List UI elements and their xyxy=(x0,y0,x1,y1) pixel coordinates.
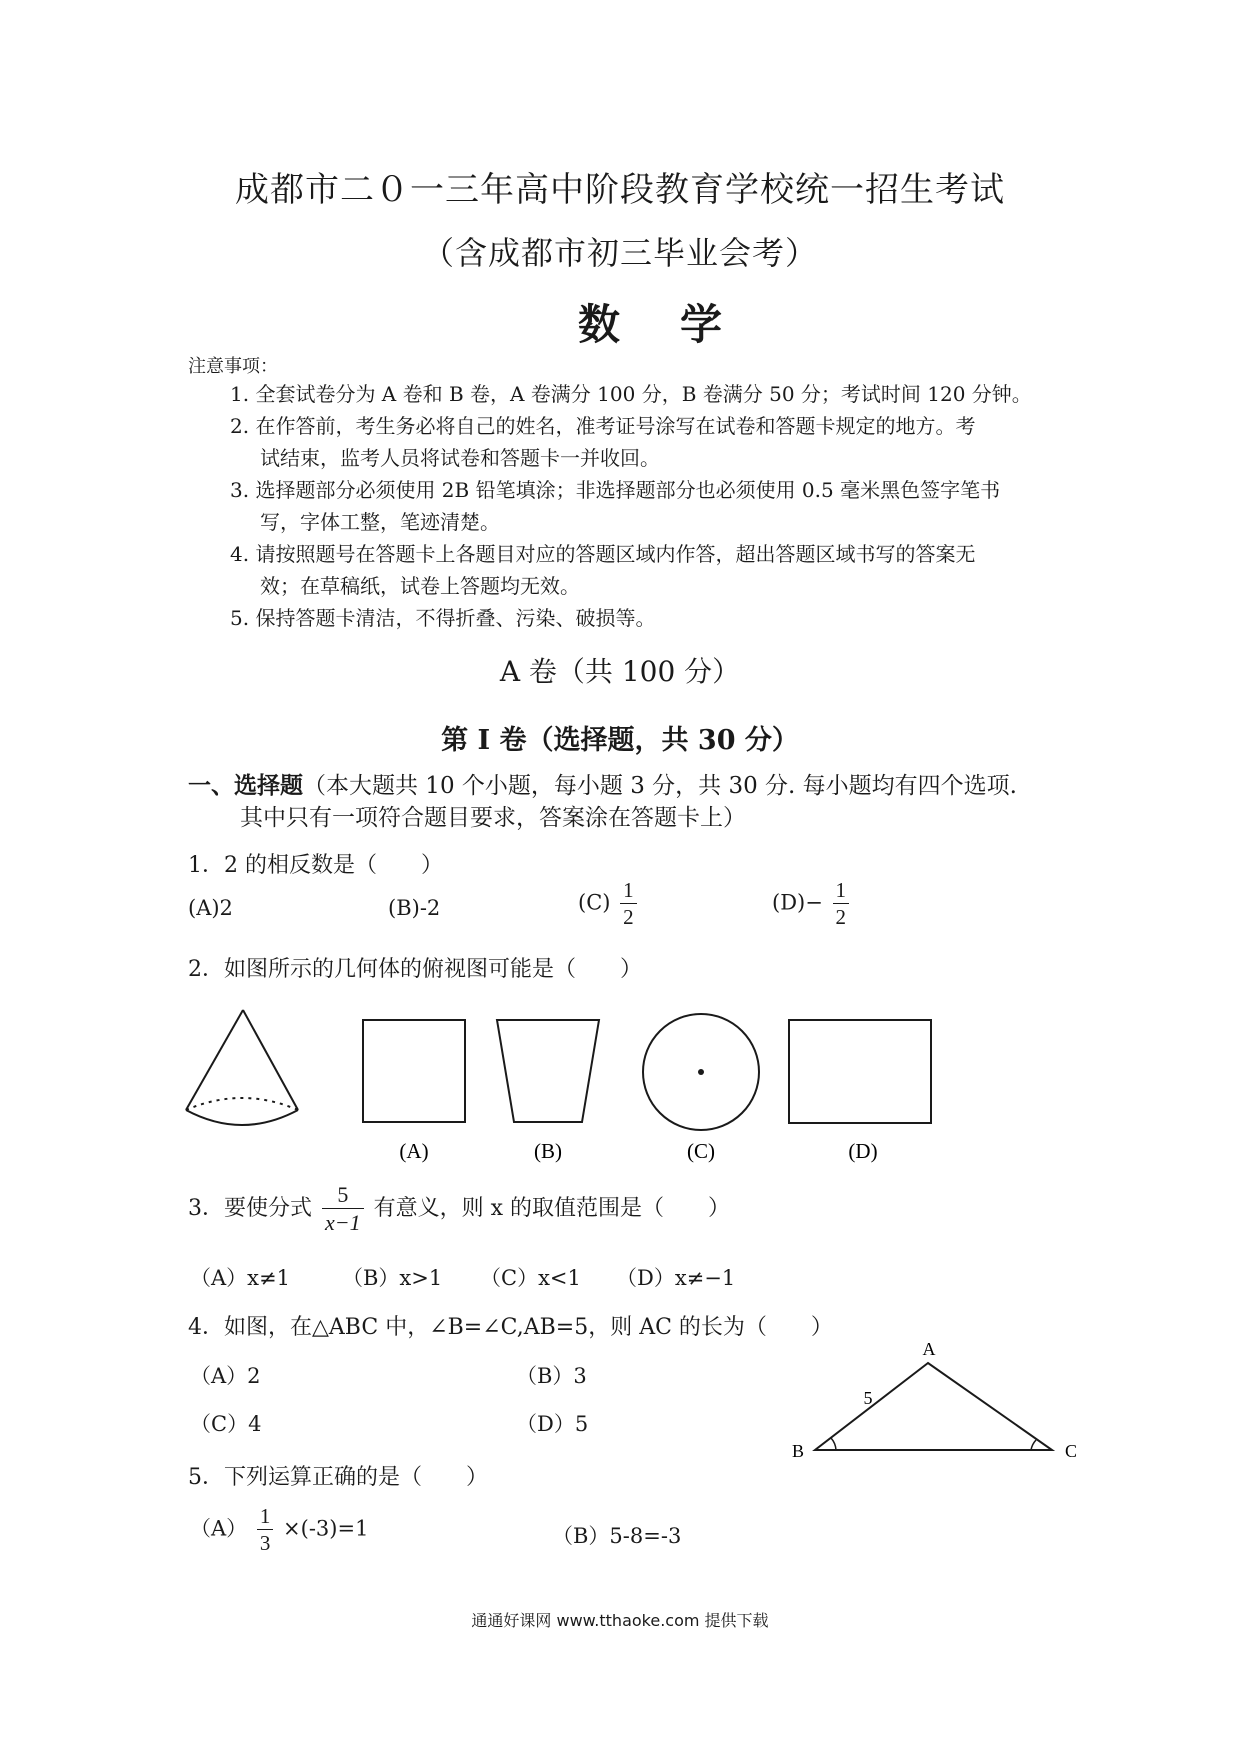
exam-title: 成都市二０一三年高中阶段教育学校统一招生考试 xyxy=(235,170,1005,210)
section-label: 一、选择题 xyxy=(188,772,303,799)
exam-subtitle: （含成都市初三毕业会考） xyxy=(421,234,818,272)
option-b-trapezoid xyxy=(497,1020,599,1122)
q5-option-b: （B）5-8=-3 xyxy=(552,1524,682,1548)
vertex-c-label: C xyxy=(1064,1441,1078,1461)
q3-stem-suffix: 有意义，则 x 的取值范围是（ ） xyxy=(373,1196,731,1221)
section-heading xyxy=(188,770,1017,834)
fraction-denominator: 2 xyxy=(623,905,634,929)
cone-figure xyxy=(186,1010,298,1125)
note-line: 3. 选择题部分必须使用 2B 铅笔填涂；非选择题部分也必须使用 0.5 毫米黑色签字笔书 xyxy=(230,478,1001,502)
section-desc: （本大题共 10 个小题，每小题 3 分，共 30 分. 每小题均有四个选项. xyxy=(303,773,1017,799)
note-line: 5. 保持答题卡清洁，不得折叠、污染、破损等。 xyxy=(230,606,656,630)
q4-option-c: （C）4 xyxy=(190,1412,262,1436)
q1-option-c-label: (C) xyxy=(578,890,611,915)
option-c-circle xyxy=(643,1014,759,1130)
fraction-denominator-text: x−1 xyxy=(325,1210,361,1235)
q3-option-b: （B）x>1 xyxy=(342,1266,443,1290)
q1-option-d-fraction xyxy=(833,880,850,928)
fraction-denominator xyxy=(322,1209,364,1234)
q4-option-a: （A）2 xyxy=(190,1364,261,1388)
q3-option-d: （D）x≠−1 xyxy=(616,1266,736,1290)
q3-option-c: （C）x<1 xyxy=(480,1266,581,1290)
q5-option-a-fraction xyxy=(257,1506,274,1554)
notes-heading: 注意事项： xyxy=(188,356,278,377)
option-d-rectangle xyxy=(789,1020,931,1123)
q1-option-a: (A)2 xyxy=(188,896,233,920)
q3-stem-prefix: 3．要使分式 xyxy=(188,1196,312,1221)
question-2-stem: 2．如图所示的几何体的俯视图可能是（ ） xyxy=(188,957,642,982)
roll-a-heading: A 卷（共 100 分） xyxy=(499,655,741,688)
side-ab-length: 5 xyxy=(863,1388,873,1408)
question-3-stem xyxy=(188,1184,730,1234)
note-item xyxy=(230,538,975,602)
note-line-cont: 写，字体工整，笔迹清楚。 xyxy=(260,510,500,534)
question-1-stem: 1．2 的相反数是（ ） xyxy=(188,853,443,878)
note-item xyxy=(230,602,655,634)
fraction-numerator: 1 xyxy=(257,1506,274,1530)
note-line-cont: 效；在草稿纸，试卷上答题均无效。 xyxy=(260,574,580,598)
note-item xyxy=(230,474,1000,538)
note-line: 4. 请按照题号在答题卡上各题目对应的答题区域内作答，超出答题区域书写的答案无 xyxy=(230,542,976,566)
question-5-stem: 5．下列运算正确的是（ ） xyxy=(188,1465,488,1490)
note-item xyxy=(230,378,1032,410)
question-4-stem: 4．如图，在△ABC 中，∠B=∠C,AB=5，则 AC 的长为（ ） xyxy=(188,1315,833,1340)
q1-option-d-label: (D) xyxy=(772,890,806,915)
option-a-square xyxy=(363,1020,465,1122)
q3-fraction xyxy=(322,1184,364,1234)
vertex-a-label: A xyxy=(922,1340,936,1359)
q3-option-a: （A）x≠1 xyxy=(190,1266,290,1290)
q1-option-c xyxy=(578,880,640,928)
q1-option-c-fraction xyxy=(620,880,637,928)
q5-option-a-label: （A） xyxy=(190,1516,248,1541)
note-line-cont: 试结束，监考人员将试卷和答题卡一并收回。 xyxy=(260,446,660,470)
triangle-abc xyxy=(815,1363,1052,1450)
fraction-numerator: 1 xyxy=(833,880,850,904)
q4-option-d: （D）5 xyxy=(516,1412,589,1436)
q5-option-a-rest: ×(-3)=1 xyxy=(283,1516,369,1541)
vertex-b-label: B xyxy=(791,1441,805,1461)
angle-b-mark xyxy=(831,1438,836,1450)
q1-option-b: (B)-2 xyxy=(388,896,441,920)
page-footer: 通通好课网 www.tthaoke.com 提供下载 xyxy=(471,1611,769,1630)
q5-option-a xyxy=(190,1506,368,1554)
fraction-numerator: 1 xyxy=(620,880,637,904)
q4-option-b: （B）3 xyxy=(516,1364,587,1388)
q2-figures xyxy=(180,1000,960,1180)
figure-label-d: (D) xyxy=(848,1139,878,1163)
part-1-heading: 第 I 卷（选择题，共 30 分） xyxy=(441,725,799,756)
section-desc-cont: 其中只有一项符合题目要求，答案涂在答题卡上） xyxy=(240,805,746,831)
figure-label-a: (A) xyxy=(399,1139,429,1163)
note-line: 2. 在作答前，考生务必将自己的姓名，准考证号涂写在试卷和答题卡规定的地方。考 xyxy=(230,414,976,438)
minus-sign: − xyxy=(805,890,823,915)
note-line: 1. 全套试卷分为 A 卷和 B 卷，A 卷满分 100 分，B 卷满分 50 分；考试时间 120 分钟。 xyxy=(230,382,1032,406)
figure-label-b: (B) xyxy=(534,1139,562,1163)
fraction-numerator: 5 xyxy=(322,1184,364,1209)
fraction-denominator: 2 xyxy=(835,905,847,929)
note-item xyxy=(230,410,975,474)
subject-title: 数学 xyxy=(577,300,782,349)
triangle-abc-figure xyxy=(790,1340,1090,1470)
fraction-denominator: 3 xyxy=(259,1531,271,1555)
q1-option-d xyxy=(772,880,852,928)
angle-c-mark xyxy=(1031,1440,1036,1450)
figure-label-c: (C) xyxy=(687,1139,715,1163)
